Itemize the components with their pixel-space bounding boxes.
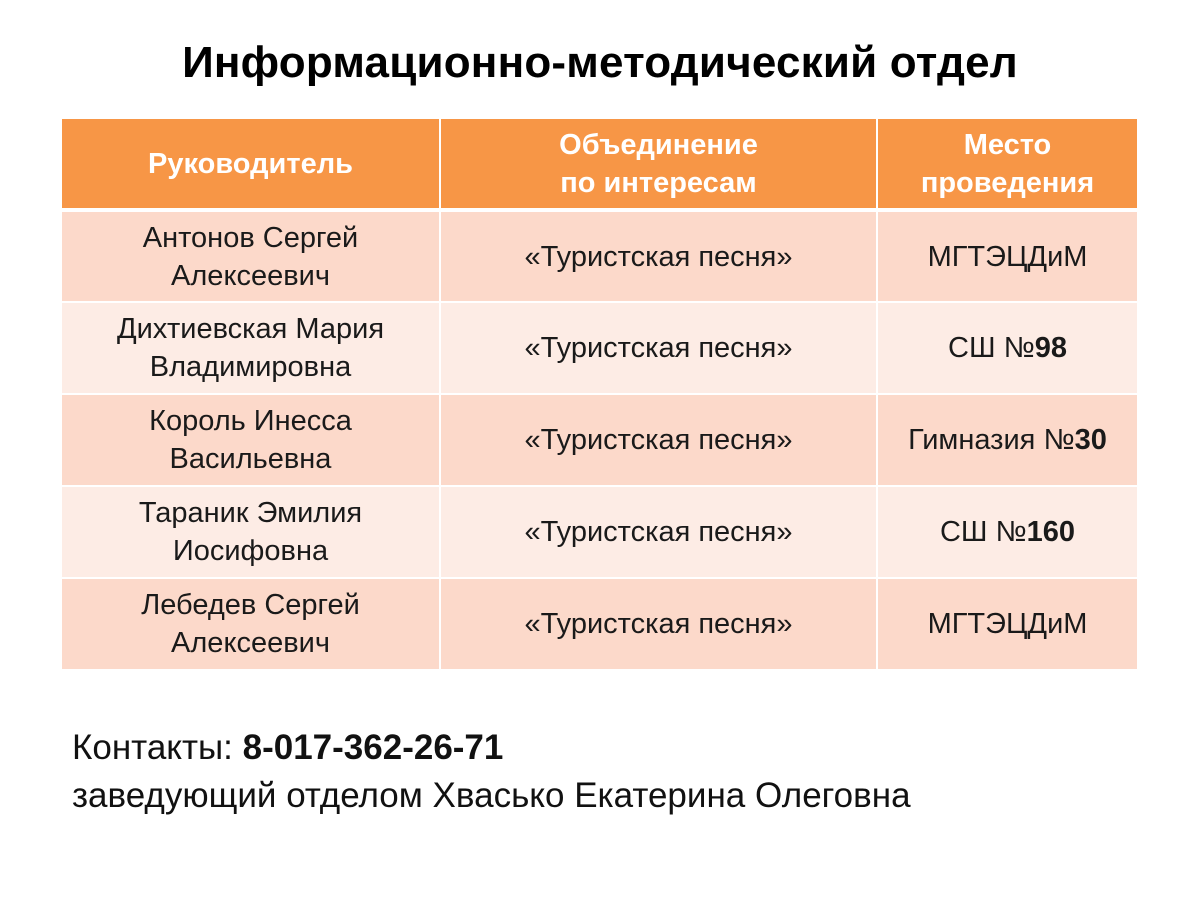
info-table	[60, 117, 1139, 671]
group-cell: «Туристская песня»	[440, 578, 877, 670]
table-row	[61, 486, 1138, 578]
contacts-label: Контакты:	[72, 728, 243, 767]
place-cell: Гимназия №30	[877, 394, 1138, 486]
leader-cell: Антонов Сергей Алексеевич	[61, 210, 440, 302]
place-cell: СШ №98	[877, 302, 1138, 394]
leader-cell: Тараник Эмилия Иосифовна	[61, 486, 440, 578]
place-cell: СШ №160	[877, 486, 1138, 578]
table-row	[61, 210, 1138, 302]
department-head: заведующий отделом Хвасько Екатерина Олеговна	[72, 776, 911, 815]
contacts-block	[72, 724, 1152, 820]
leader-cell: Король Инесса Васильевна	[61, 394, 440, 486]
contacts-line	[72, 724, 1152, 772]
place-cell: МГТЭЦДиМ	[877, 210, 1138, 302]
table-row	[61, 578, 1138, 670]
group-cell: «Туристская песня»	[440, 394, 877, 486]
leader-cell: Лебедев Сергей Алексеевич	[61, 578, 440, 670]
header-group: Объединение по интересам	[440, 118, 877, 210]
header-leader: Руководитель	[61, 118, 440, 210]
group-cell: «Туристская песня»	[440, 486, 877, 578]
place-cell: МГТЭЦДиМ	[877, 578, 1138, 670]
header-place: Место проведения	[877, 118, 1138, 210]
table-header-row	[61, 118, 1138, 210]
group-cell: «Туристская песня»	[440, 210, 877, 302]
contacts-phone: 8-017-362-26-71	[242, 728, 504, 767]
leader-cell: Дихтиевская Мария Владимировна	[61, 302, 440, 394]
table-row	[61, 302, 1138, 394]
table-row	[61, 394, 1138, 486]
group-cell: «Туристская песня»	[440, 302, 877, 394]
page-title: Информационно-методический отдел	[182, 38, 1018, 87]
